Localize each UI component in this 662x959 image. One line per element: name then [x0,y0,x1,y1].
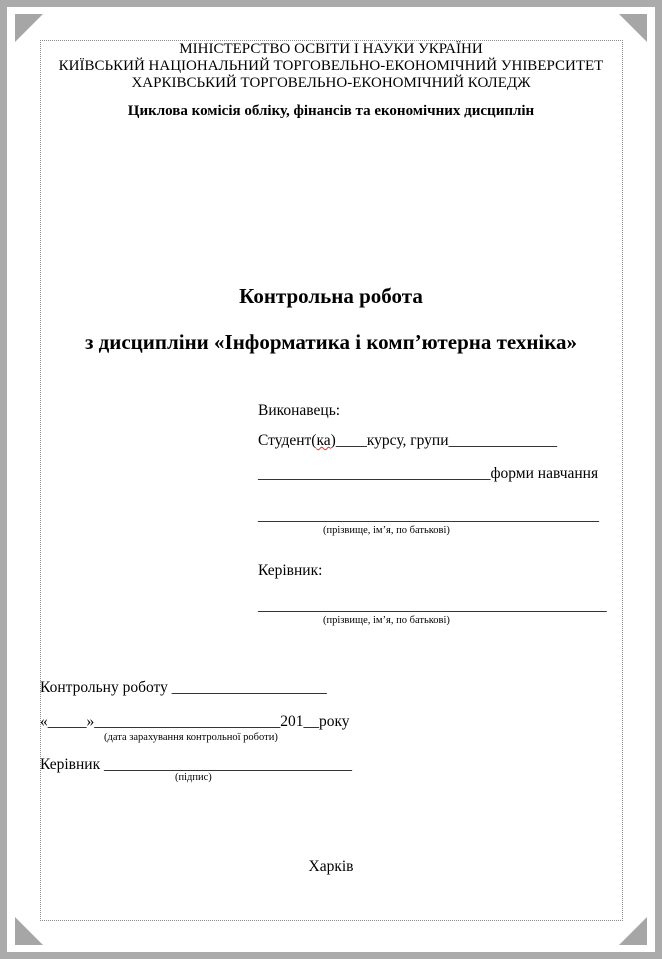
discipline-title: з дисципліни «Інформатика і комп’ютерна техніка» [84,330,578,354]
student-ka: ка [316,432,331,449]
document-page [7,7,655,952]
corner-marker-bottom-left [15,917,43,945]
corner-marker-top-left [15,14,43,42]
student-suffix: )____курсу, групи______________ [330,432,558,449]
supervisor-name-hint: (прізвище, ім’я, по батькові) [323,615,450,626]
document-title: Контрольна робота [239,284,423,308]
date-hint: (дата зарахування контрольної роботи) [104,732,278,743]
executor-name-line: ____________________________________________ [258,507,599,524]
supervisor-label: Керівник: [258,562,323,579]
executor-name-hint: (прізвище, ім’я, по батькові) [323,525,450,536]
signature-hint: (підпис) [175,772,212,783]
date-line: «_____»________________________201__року [40,713,350,730]
work-accepted-line: Контрольну роботу ____________________ [40,679,327,696]
executor-label: Виконавець: [258,402,341,419]
corner-marker-top-right [619,14,647,42]
student-line [258,432,557,450]
university-line: КИЇВСЬКИЙ НАЦІОНАЛЬНИЙ ТОРГОВЕЛЬНО-ЕКОНОМІЧНИЙ УНІВЕРСИТЕТ [58,58,604,74]
student-prefix: Студент( [258,432,317,449]
signature-line: Керівник ________________________________ [40,756,352,773]
ministry-line: МІНІСТЕРСТВО ОСВІТИ І НАУКИ УКРАЇНИ [179,41,483,57]
commission-line: Циклова комісія обліку, фінансів та економічних дисциплін [127,103,535,119]
city-name: Харків [308,858,354,875]
college-line: ХАРКІВСЬКИЙ ТОРГОВЕЛЬНО-ЕКОНОМІЧНИЙ КОЛЕДЖ [131,75,531,91]
study-form-line: ______________________________форми навчання [258,465,599,482]
corner-marker-bottom-right [619,917,647,945]
supervisor-name-line: _____________________________________________ [258,597,607,614]
